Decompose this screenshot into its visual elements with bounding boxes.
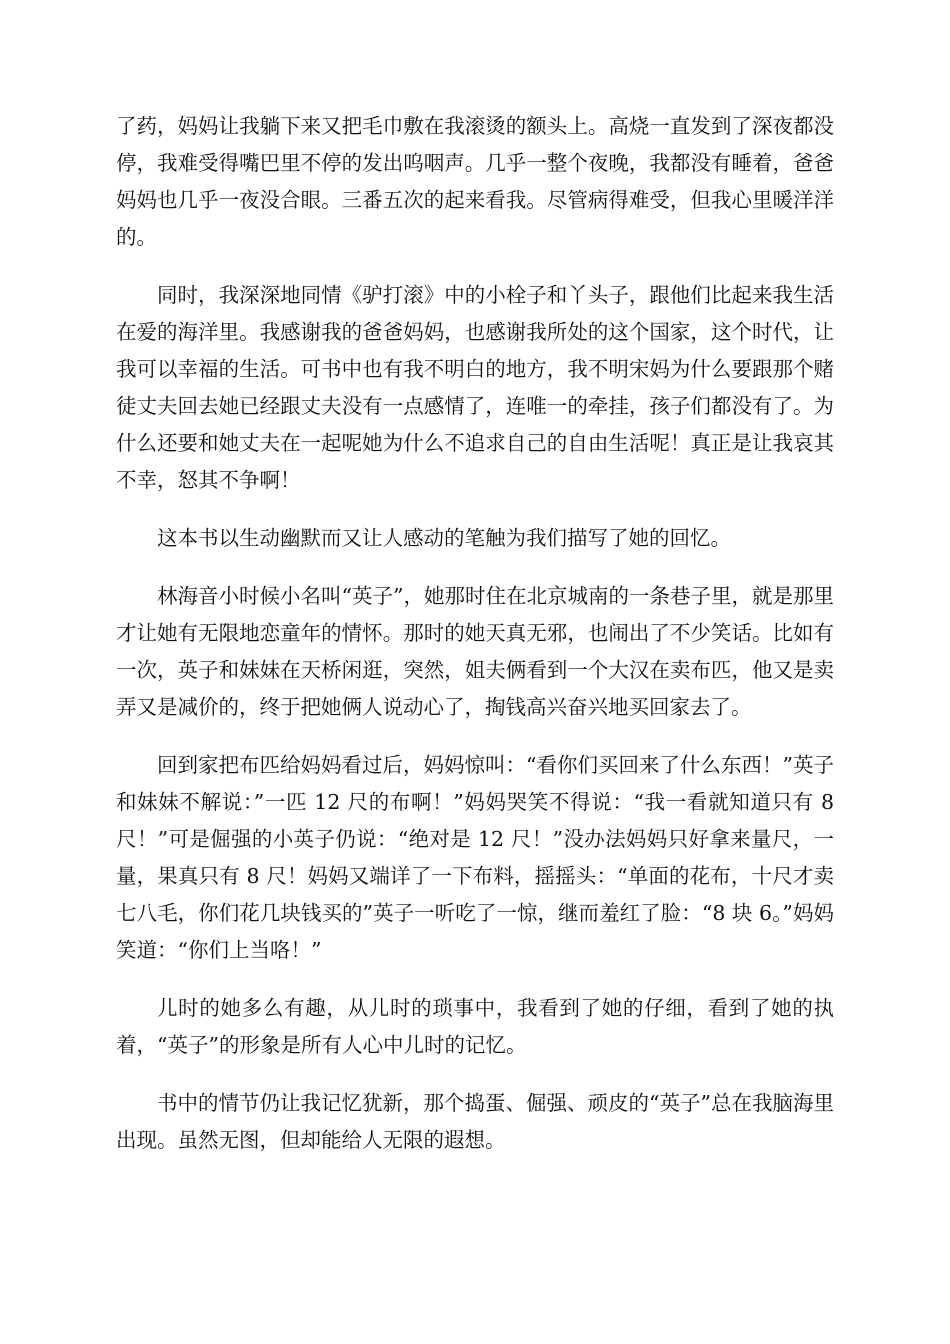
paragraph-7: 书中的情节仍让我记忆犹新，那个捣蛋、倔强、顽皮的“英子”总在我脑海里出现。虽然无图，但却能给人无限的遐想。: [116, 1091, 834, 1152]
paragraph-6: 儿时的她多么有趣，从儿时的琐事中，我看到了她的仔细，看到了她的执着，“英子”的形象是所有人心中儿时的记忆。: [116, 996, 834, 1057]
paragraph-1: 了药，妈妈让我躺下来又把毛巾敷在我滚烫的额头上。高烧一直发到了深夜都没停，我难受得嘴巴里不停的发出呜咽声。几乎一整个夜晚，我都没有睡着，爸爸妈妈也几乎一夜没合眼。三番五次的起来看我。尽管病得难受，但我心里暖洋洋的。: [116, 114, 834, 249]
document-page: [116, 108, 834, 1180]
paragraph-2: 同时，我深深地同情《驴打滚》中的小栓子和丫头子，跟他们比起来我生活在爱的海洋里。我感谢我的爸爸妈妈，也感谢我所处的这个国家，这个时代，让我可以幸福的生活。可书中也有我不明白的地方，我不明宋妈为什么要跟那个赌徒丈夫回去她已经跟丈夫没有一点感情了，连唯一的牵挂，孩子们都没有了。为什么还要和她丈夫在一起呢她为什么不追求自己的自由生活呢！真正是让我哀其不幸，怒其不争啊！: [116, 283, 834, 492]
paragraph-4: 林海音小时候小名叫“英子”，她那时住在北京城南的一条巷子里，就是那里才让她有无限地恋童年的情怀。那时的她天真无邪，也闹出了不少笑话。比如有一次，英子和妹妹在天桥闲逛，突然，姐夫俩看到一个大汉在卖布匹，他又是卖弄又是减价的，终于把她俩人说动心了，掏钱高兴奋兴地买回家去了。: [116, 584, 834, 719]
paragraph-5: 回到家把布匹给妈妈看过后，妈妈惊叫：“看你们买回来了什么东西！”英子和妹妹不解说：”一匹 12 尺的布啊！”妈妈哭笑不得说：“我一看就知道只有 8 尺！”可是倔强的小英子仍说：“绝对是 12 尺！”没办法妈妈只好拿来量尺，一量，果真只有 8 尺！妈妈又端详了一下布料，摇摇头：“单面的花布，十尺才卖七八毛，你们花几块钱买的”英子一听吃了一惊，继而羞红了脸：“8 块 6。”妈妈笑道：“你们上当咯！”: [116, 753, 834, 962]
paragraph-3: 这本书以生动幽默而又让人感动的笔触为我们描写了她的回忆。: [157, 526, 731, 550]
